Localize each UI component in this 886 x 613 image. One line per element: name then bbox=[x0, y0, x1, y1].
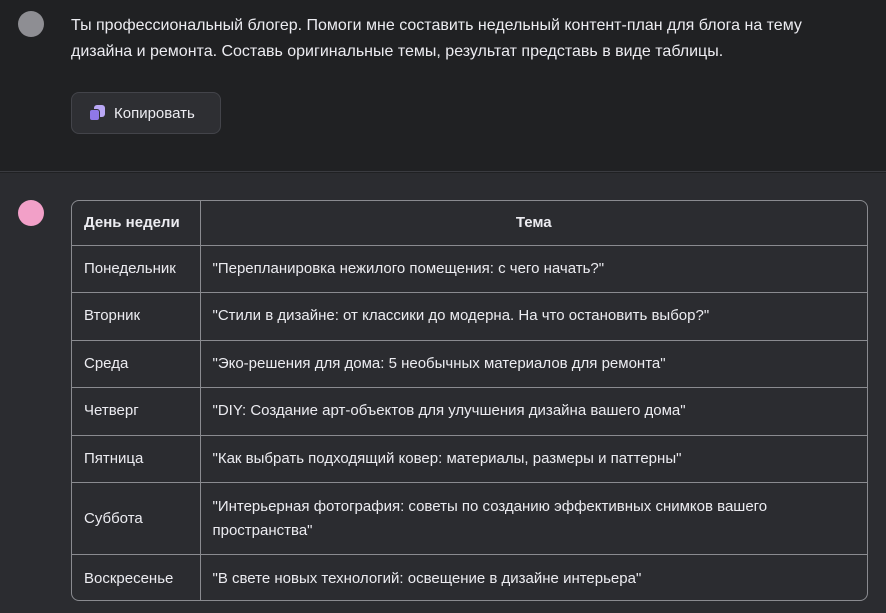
table-row bbox=[72, 483, 867, 555]
table-cell-topic: "Перепланировка нежилого помещения: с чего начать?" bbox=[200, 245, 867, 293]
table-cell-topic: "Как выбрать подходящий ковер: материалы, размеры и паттерны" bbox=[200, 435, 867, 483]
copy-icon bbox=[88, 104, 106, 122]
table-cell-topic: "Стили в дизайне: от классики до модерна. На что остановить выбор?" bbox=[200, 293, 867, 341]
copy-button[interactable] bbox=[71, 92, 221, 134]
table-header-row bbox=[72, 201, 867, 245]
table-header-topic: Тема bbox=[200, 201, 867, 245]
content-plan-table bbox=[71, 200, 868, 601]
table-row bbox=[72, 555, 867, 602]
table-cell-day: Четверг bbox=[72, 388, 200, 436]
table-cell-day: Пятница bbox=[72, 435, 200, 483]
table-cell-day: Воскресенье bbox=[72, 555, 200, 602]
table-cell-topic: "В свете новых технологий: освещение в дизайне интерьера" bbox=[212, 569, 642, 587]
table-row bbox=[72, 388, 867, 436]
table-row bbox=[72, 245, 867, 293]
table-cell-day: Суббота bbox=[72, 483, 200, 555]
table-cell-day: Вторник bbox=[72, 293, 200, 341]
assistant-message bbox=[0, 173, 886, 613]
table-row bbox=[72, 435, 867, 483]
table-cell-day: Понедельник bbox=[72, 245, 200, 293]
table-cell-topic: "Эко-решения для дома: 5 необычных материалов для ремонта" bbox=[200, 340, 867, 388]
user-avatar bbox=[18, 11, 44, 37]
table-cell-day: Среда bbox=[72, 340, 200, 388]
table-row bbox=[72, 340, 867, 388]
table-row bbox=[72, 293, 867, 341]
user-message-text: Ты профессиональный блогер. Помоги мне составить недельный контент-план для блога на тему дизайна и ремонта. Составь оригинальные темы, результат представь в виде таблицы. bbox=[71, 17, 802, 60]
table-cell-topic: "Интерьерная фотография: советы по созданию эффективных снимков вашего пространства" bbox=[200, 483, 867, 555]
assistant-avatar bbox=[18, 200, 44, 226]
user-message bbox=[0, 0, 886, 172]
table-header-day: День недели bbox=[72, 201, 200, 245]
copy-button-label: Копировать bbox=[114, 104, 195, 122]
table-cell-topic: "DIY: Создание арт-объектов для улучшения дизайна вашего дома" bbox=[200, 388, 867, 436]
